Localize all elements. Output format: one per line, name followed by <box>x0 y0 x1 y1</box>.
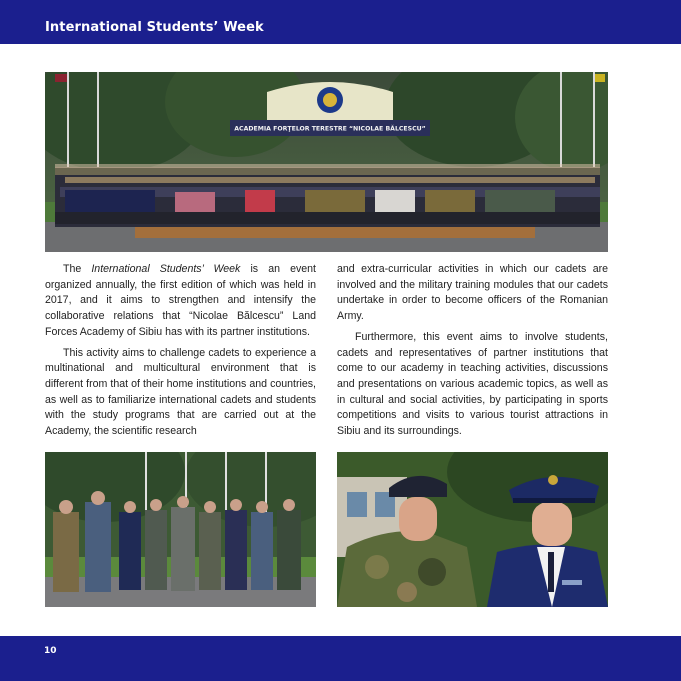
article-column-right <box>337 262 608 440</box>
ceremony-photo <box>45 452 316 607</box>
article-column-left <box>45 262 316 440</box>
academy-sign-text: ACADEMIA FORŢELOR TERESTRE “NICOLAE BĂLCESCU” <box>234 125 426 133</box>
paragraph-1-lead: The <box>63 263 92 275</box>
footer-band <box>0 636 681 681</box>
page-number: 10 <box>44 646 57 656</box>
event-name: International Students’ Week <box>91 263 241 275</box>
page-title: International Students’ Week <box>45 20 264 35</box>
paragraph-2: This activity aims to challenge cadets to experience a multinational and multicultural environment that is different from that of their home institutions and countries, as well as to familiarize international cadets and students with the study programs that are carried out at the Academy, the scientific research <box>45 346 316 438</box>
crowd <box>55 164 600 227</box>
group-photo <box>45 72 608 252</box>
paragraph-2-continued: and extra-curricular activities in which our cadets are involved and the military training modules that our cadets undertake in order to become officers of the Romanian Army. <box>337 263 608 323</box>
paragraph-3: Furthermore, this event aims to involve students, cadets and representatives of partner institutions that come to our academy in teaching activities, discussions and presentations on various academic topics, as well as in cultural and social activities, by participating in sports competitions and visits to various tourist attractions in Sibiu and its surroundings. <box>337 330 608 438</box>
paragraph-1-body: is an event organized annually, the first edition of which was held in 2017, and it aims to strengthen and intensify the collaborative relations that “Nicolae Bălcescu” Land Forces Academy of Sibiu has with its partner institutions. <box>45 263 316 338</box>
paragraph-1 <box>45 262 316 341</box>
cadets-photo <box>337 452 608 607</box>
